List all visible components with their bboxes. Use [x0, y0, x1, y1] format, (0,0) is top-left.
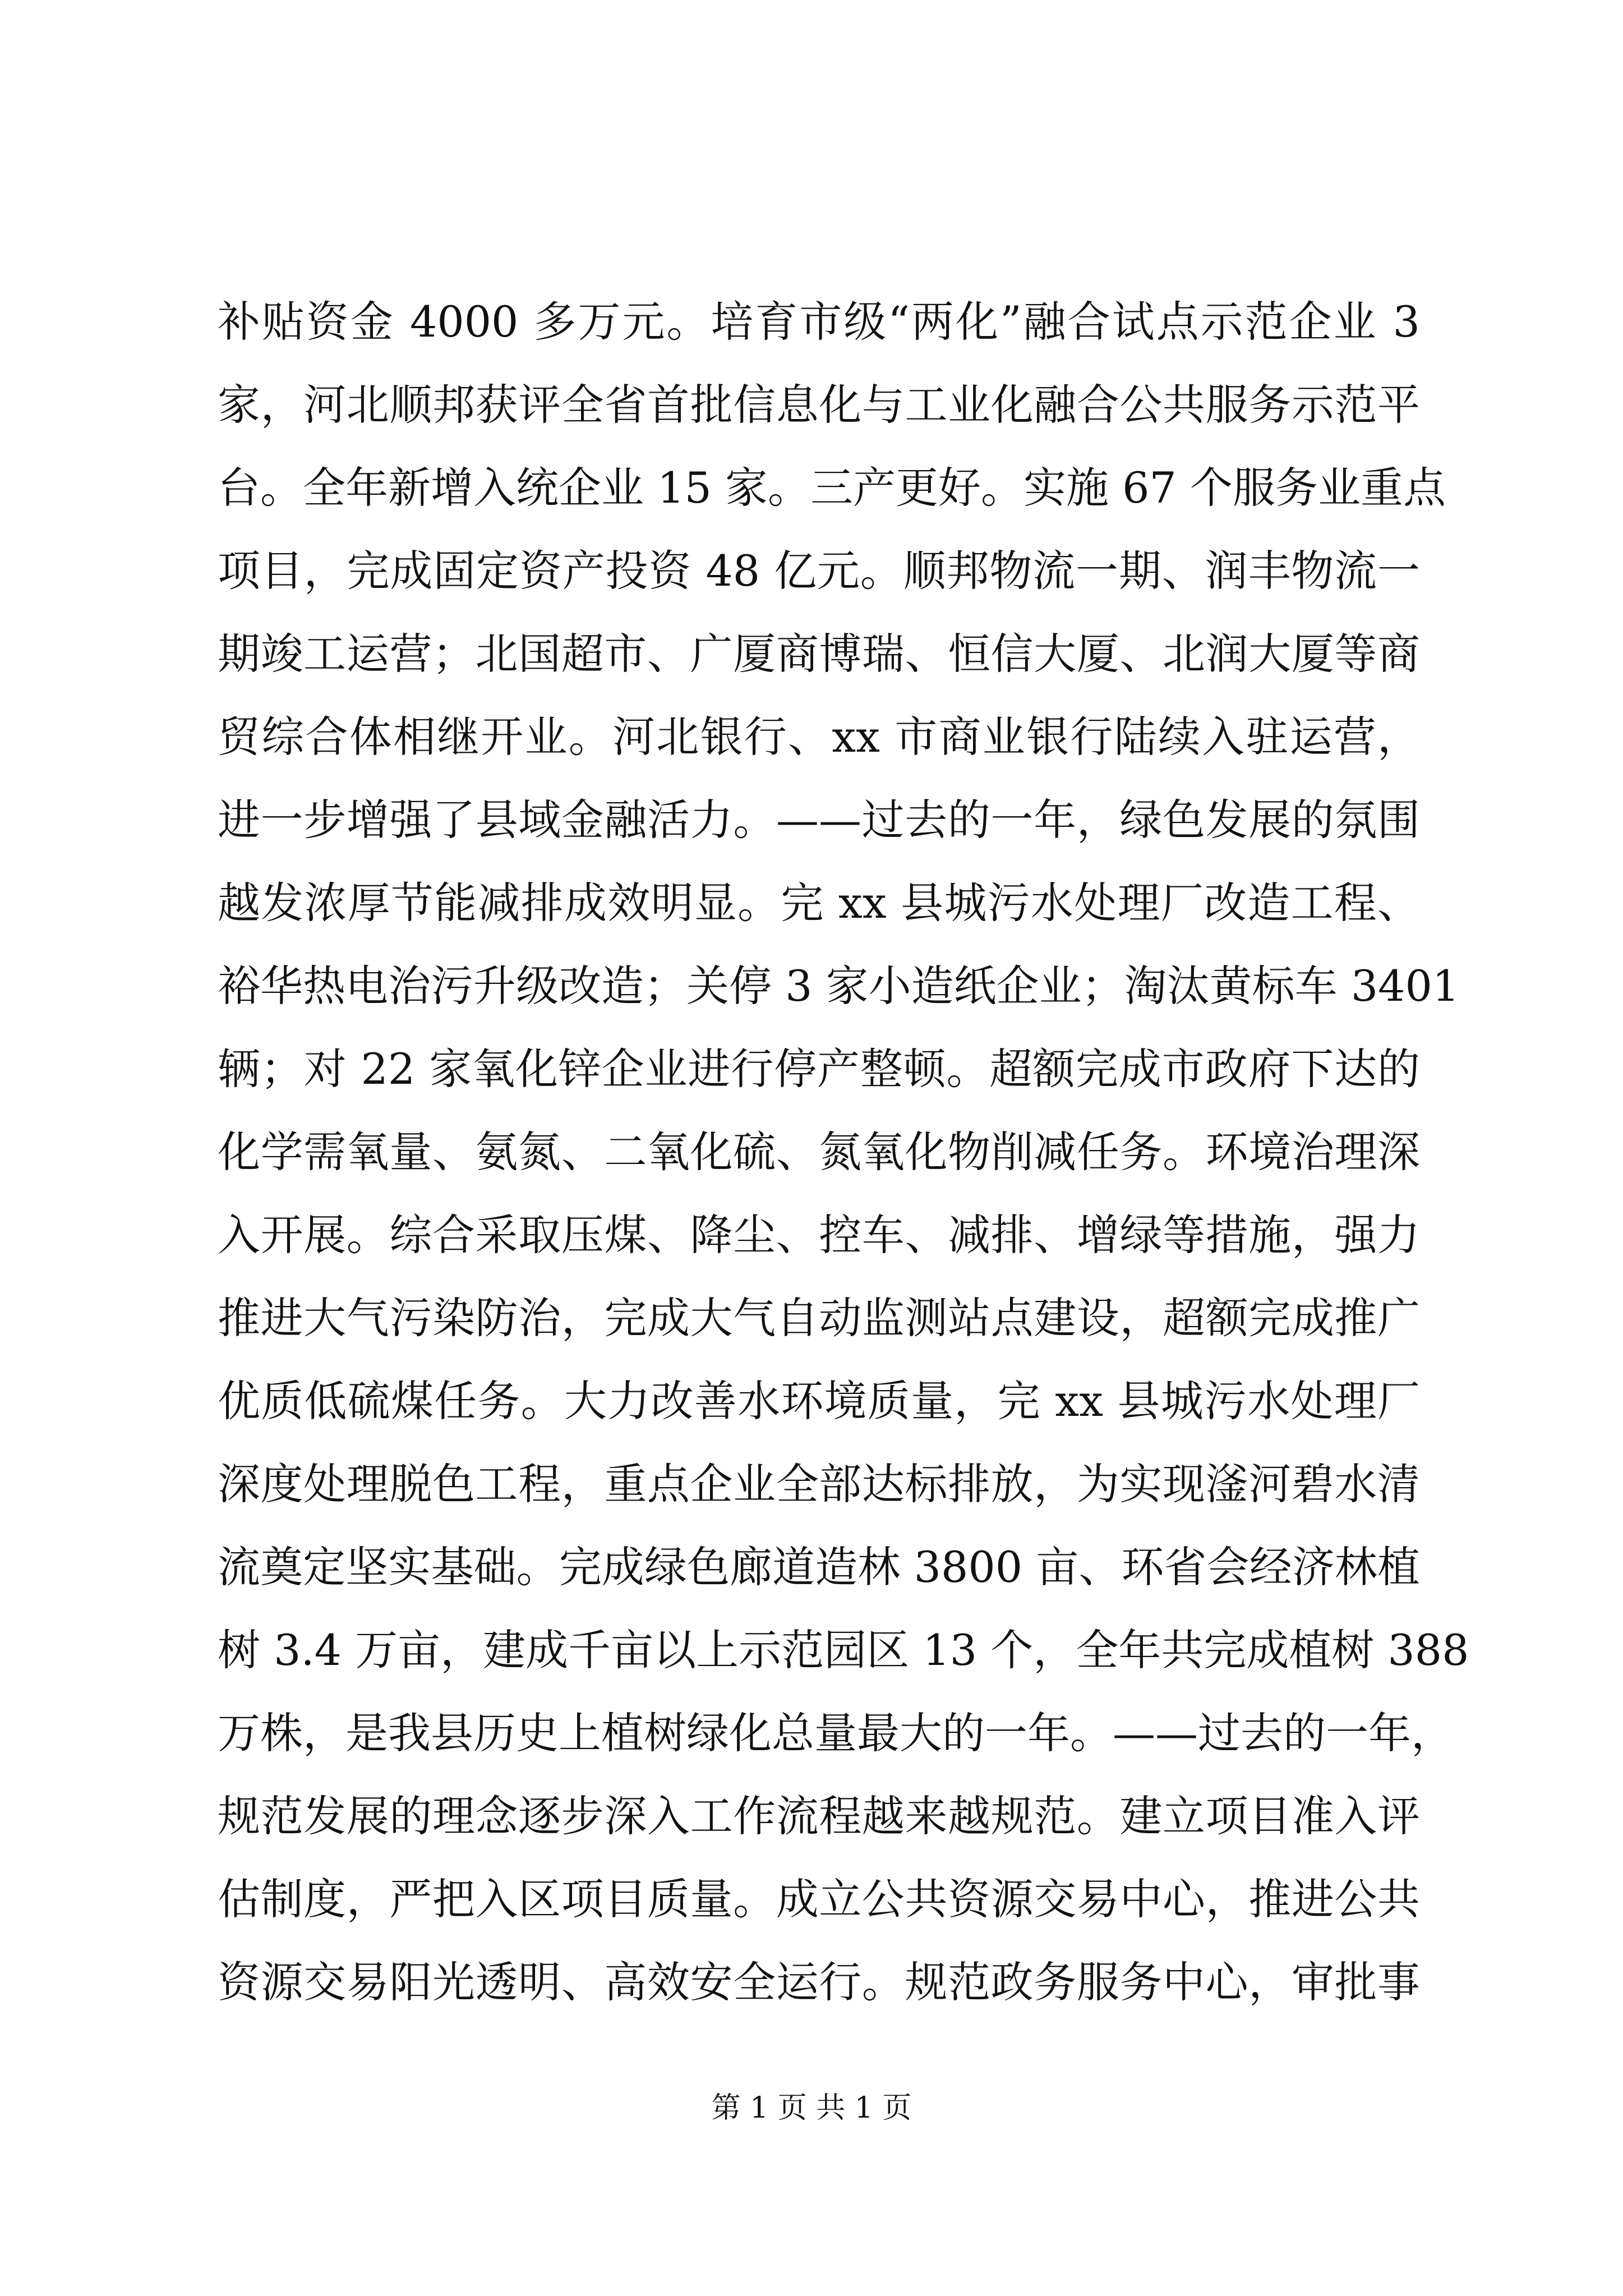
text-line-3: 台。全年新增入统企业 15 家。三产更好。实施 67 个服务业重点 [218, 463, 1446, 513]
page-footer [0, 2086, 1623, 2131]
text-line-15: 深度处理脱色工程，重点企业全部达标排放，为实现滏河碧水清 [218, 1459, 1420, 1509]
text-line-9: 裕华热电治污升级改造；关停 3 家小造纸企业；淘汰黄标车 3401 [218, 961, 1460, 1011]
text-line-13: 推进大气污染防治，完成大气自动监测站点建设，超额完成推广 [218, 1293, 1420, 1343]
text-line-5: 期竣工运营；北国超市、广厦商博瑞、恒信大厦、北润大厦等商 [218, 629, 1420, 679]
text-line-11: 化学需氧量、氨氮、二氧化硫、氮氧化物削减任务。环境治理深 [218, 1127, 1420, 1177]
text-line-21: 资源交易阳光透明、高效安全运行。规范政务服务中心，审批事 [218, 1957, 1420, 2007]
text-line-18: 万株，是我县历史上植树绿化总量最大的一年。——过去的一年， [218, 1708, 1454, 1758]
text-line-8: 越发浓厚节能减排成效明显。完 xx 县城污水处理厂改造工程、 [218, 878, 1420, 928]
page-number-label: 第 1 页 共 1 页 [711, 2091, 912, 2125]
text-line-1: 补贴资金 4000 多万元。培育市级“两化”融合试点示范企业 3 [218, 297, 1420, 347]
text-line-6: 贸综合体相继开业。河北银行、xx 市商业银行陆续入驻运营， [218, 712, 1420, 762]
text-line-14: 优质低硫煤任务。大力改善水环境质量，完 xx 县城污水处理厂 [218, 1376, 1420, 1426]
text-line-10: 辆；对 22 家氧化锌企业进行停产整顿。超额完成市政府下达的 [218, 1044, 1420, 1094]
text-line-7: 进一步增强了县域金融活力。——过去的一年，绿色发展的氛围 [218, 795, 1420, 845]
text-line-16: 流奠定坚实基础。完成绿色廊道造林 3800 亩、环省会经济林植 [218, 1542, 1420, 1592]
text-line-19: 规范发展的理念逐步深入工作流程越来越规范。建立项目准入评 [218, 1791, 1420, 1841]
text-line-4: 项目，完成固定资产投资 48 亿元。顺邦物流一期、润丰物流一 [218, 546, 1420, 596]
body-text [218, 280, 1469, 2024]
text-line-20: 估制度，严把入区项目质量。成立公共资源交易中心，推进公共 [218, 1874, 1420, 1924]
text-line-2: 家，河北顺邦获评全省首批信息化与工业化融合公共服务示范平 [218, 380, 1420, 430]
text-line-12: 入开展。综合采取压煤、降尘、控车、减排、增绿等措施，强力 [218, 1210, 1420, 1260]
text-line-17: 树 3.4 万亩，建成千亩以上示范园区 13 个，全年共完成植树 388 [218, 1625, 1469, 1675]
